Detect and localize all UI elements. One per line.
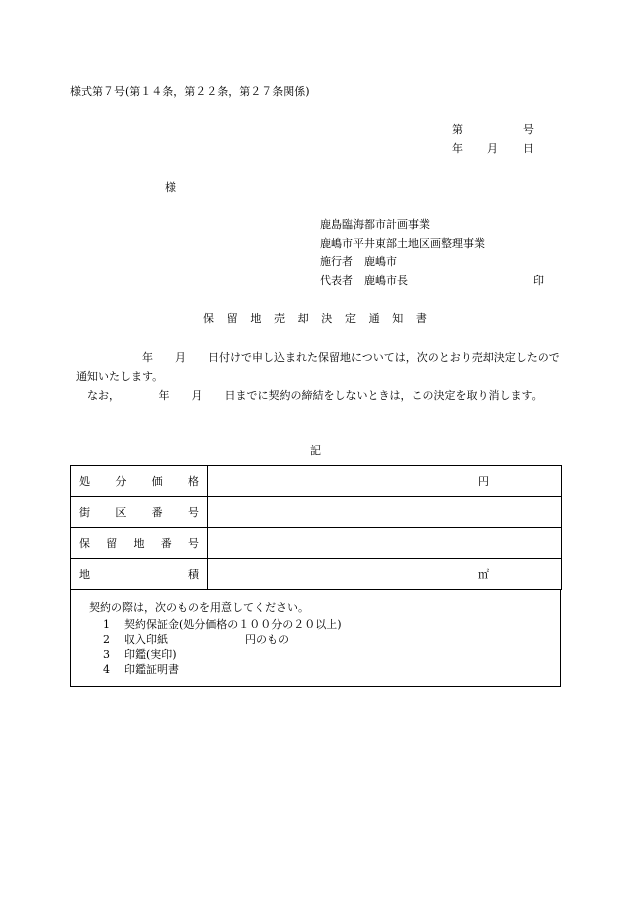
title-char: 通 — [368, 312, 380, 325]
note-item-number: 1 — [103, 618, 110, 631]
recipient-suffix: 様 — [165, 181, 176, 194]
area-value-cell — [208, 559, 562, 590]
date-day: 日 — [523, 142, 534, 155]
row-label-reserved-land-number: 保 留 地 番 号 — [71, 528, 208, 559]
title-char: 定 — [344, 312, 356, 325]
table-row — [71, 497, 562, 528]
title-char: 地 — [250, 312, 262, 325]
title-char: 知 — [392, 312, 404, 325]
contract-notes-box — [70, 590, 561, 687]
note-item-text: 契約保証金(処分価格の１００分の２０以上) — [124, 618, 342, 631]
details-table — [70, 465, 562, 590]
note-item-text: 印鑑証明書 — [124, 663, 179, 676]
title-char: 留 — [226, 312, 238, 325]
issuer-representative: 代表者 鹿嶋市長 — [320, 274, 408, 287]
issuer-project-name: 鹿島臨海都市計画事業 — [320, 218, 430, 231]
date-month: 月 — [487, 142, 498, 155]
number-suffix: 号 — [523, 123, 534, 136]
seal-mark: 印 — [533, 274, 544, 287]
title-char: 却 — [297, 312, 309, 325]
body-paragraph-decision: 年 月 日付けで申し込まれた保留地については，次のとおり売却決定したので通知いたします。 — [76, 351, 560, 383]
row-label-block-number: 街 区 番 号 — [71, 497, 208, 528]
title-char: 保 — [203, 312, 214, 325]
issuer-project-subname: 鹿嶋市平井東部土地区画整理事業 — [320, 237, 485, 250]
notes-intro: 契約の際は，次のものを用意してください。 — [89, 601, 309, 614]
block-number-value-cell — [208, 497, 562, 528]
yen-unit: 円 — [478, 475, 489, 488]
table-row — [71, 466, 562, 497]
row-label-price: 処 分 価 格 — [71, 466, 208, 497]
body-paragraph-deadline: なお， 年 月 日までに契約の締結をしないときは，この決定を取り消します。 — [76, 389, 543, 402]
ki-heading: 記 — [310, 444, 321, 457]
number-prefix: 第 — [452, 123, 463, 136]
note-item-text: 印鑑(実印) — [124, 648, 177, 661]
price-value-cell — [208, 466, 562, 497]
note-item-number: 4 — [103, 663, 110, 676]
table-row — [71, 559, 562, 590]
note-item-number: 2 — [103, 633, 110, 646]
issuer-executor: 施行者 鹿嶋市 — [320, 255, 397, 268]
square-meter-unit: ㎡ — [478, 568, 489, 581]
form-number-label: 様式第７号(第１４条，第２２条，第２７条関係) — [70, 85, 310, 98]
document-title — [203, 313, 427, 324]
date-year: 年 — [452, 142, 463, 155]
reserved-land-number-value-cell — [208, 528, 562, 559]
note-item-number: 3 — [103, 648, 110, 661]
row-label-area: 地 積 — [71, 559, 208, 590]
title-char: 売 — [273, 312, 285, 325]
note-item-text: 収入印紙 円のもの — [124, 633, 289, 646]
title-char: 書 — [415, 312, 427, 325]
table-row — [71, 528, 562, 559]
title-char: 決 — [321, 312, 333, 325]
